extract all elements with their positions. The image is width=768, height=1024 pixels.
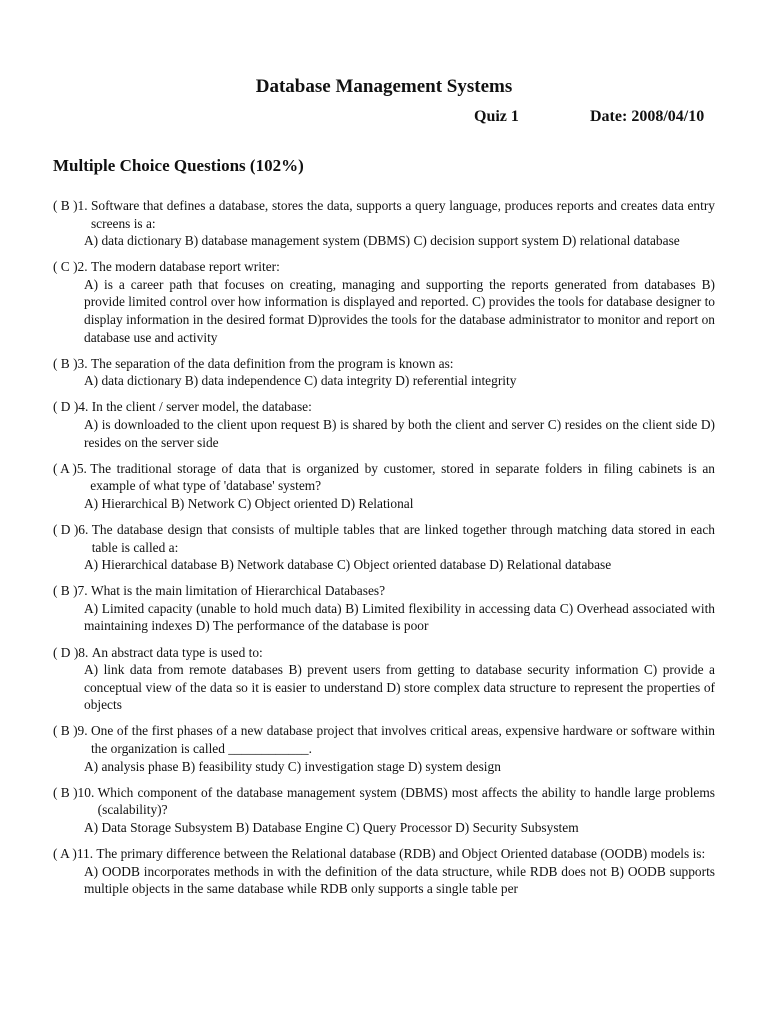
answer-key: ( B )	[53, 784, 78, 800]
question-number: 4.	[78, 399, 89, 415]
question-number: 8.	[78, 644, 89, 660]
section-heading: Multiple Choice Questions (102%)	[53, 156, 304, 175]
answer-key: ( B )	[53, 583, 78, 599]
question-item	[53, 521, 715, 574]
question-number: 10.	[77, 784, 95, 800]
answer-options: A) is a career path that focuses on creating, managing and supporting the reports generated from databases B) provide limited control over how information is displayed and reported. C) provides the tools for database designer to display information in the desired format D)provides the tools for the database administrator to monitor and report on database use and activity	[84, 276, 715, 345]
question-text: The database design that consists of multiple tables that are linked together through matching data stored in each table is called a:	[91, 522, 715, 555]
question-text: The primary difference between the Relational database (RDB) and Object Oriented database (OODB) models is:	[96, 846, 706, 861]
question-text: Software that defines a database, stores the data, supports a query language, produces reports and creates data entry screens is a:	[90, 198, 715, 231]
question-number: 7.	[77, 583, 88, 599]
answer-key: ( B )	[53, 723, 78, 739]
answer-options: A) Hierarchical database B) Network database C) Object oriented database D) Relational database	[84, 557, 612, 573]
question-item	[53, 197, 715, 250]
answer-options: A) data dictionary B) data independence C) data integrity D) referential integrity	[84, 373, 517, 389]
answer-key: ( A )	[53, 846, 77, 861]
question-text: The traditional storage of data that is organized by customer, stored in separate folders in filing cabinets is an example of what type of 'database' system?	[90, 460, 715, 494]
question-text: What is the main limitation of Hierarchical Databases?	[90, 583, 386, 599]
quiz-date: Date: 2008/04/10	[590, 108, 705, 125]
question-text: One of the first phases of a new database project that involves critical areas, expensive hardware or software within the organization is called ____________.	[90, 723, 715, 757]
answer-key: ( B )	[53, 198, 78, 213]
answer-options: A) Data Storage Subsystem B) Database Engine C) Query Processor D) Security Subsystem	[84, 819, 579, 835]
question-item	[53, 355, 715, 390]
answer-options: A) is downloaded to the client upon request B) is shared by both the client and server C) resides on the client side D) resides on the server side	[84, 417, 715, 450]
question-number: 11.	[76, 846, 94, 861]
question-number: 5.	[76, 460, 87, 476]
question-list	[53, 197, 715, 906]
question-item	[53, 784, 715, 837]
question-number: 2.	[77, 259, 88, 275]
answer-options: A) OODB incorporates methods in with the definition of the data structure, while RDB does not B) OODB supports multiple objects in the same database while RDB only supports a single table per	[84, 863, 715, 897]
answer-key: ( A )	[53, 460, 77, 476]
question-number: 3.	[77, 355, 88, 371]
question-number: 6.	[78, 522, 89, 537]
answer-key: ( D )	[53, 522, 79, 537]
question-item	[53, 398, 715, 451]
answer-options: A) Hierarchical B) Network C) Object oriented D) Relational	[84, 495, 414, 511]
quiz-label: Quiz 1	[474, 108, 519, 125]
answer-key: ( D )	[53, 644, 79, 660]
question-number: 1.	[77, 198, 88, 213]
answer-options: A) data dictionary B) database management system (DBMS) C) decision support system D) relational database	[84, 233, 680, 249]
question-item	[53, 722, 715, 775]
question-item	[53, 644, 715, 714]
question-item	[53, 460, 715, 513]
answer-options: A) Limited capacity (unable to hold much data) B) Limited flexibility in accessing data C) Overhead associated with maintaining indexes D) The performance of the database is poor	[84, 600, 715, 634]
question-text: The separation of the data definition from the program is known as:	[90, 355, 454, 371]
question-text: Which component of the database management system (DBMS) most affects the ability to handle large problems (scalability)?	[97, 784, 715, 818]
answer-key: ( B )	[53, 355, 78, 371]
answer-key: ( C )	[53, 259, 78, 275]
question-text: The modern database report writer:	[90, 259, 280, 275]
question-item	[53, 845, 715, 898]
document-title: Database Management Systems	[255, 76, 513, 97]
answer-options: A) link data from remote databases B) prevent users from getting to database security information C) provide a conceptual view of the data so it is easier to understand D) store complex data structure to represent the properties of objects	[84, 662, 715, 713]
answer-key: ( D )	[53, 399, 79, 415]
question-number: 9.	[77, 723, 88, 739]
question-item	[53, 582, 715, 635]
question-text: An abstract data type is used to:	[91, 644, 263, 660]
question-text: In the client / server model, the database:	[91, 399, 312, 415]
question-item	[53, 258, 715, 346]
answer-options: A) analysis phase B) feasibility study C) investigation stage D) system design	[84, 758, 501, 774]
